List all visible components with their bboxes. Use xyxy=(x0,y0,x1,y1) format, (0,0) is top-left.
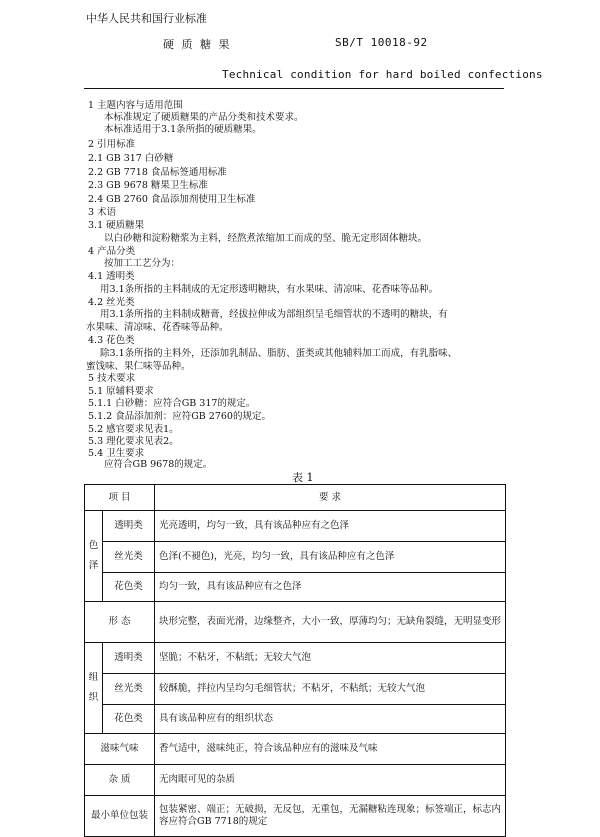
body-line: 5.1.1 白砂糖：应符合GB 317的规定。 xyxy=(88,398,256,409)
row-label: 滋味气味 xyxy=(85,734,155,765)
body-line: 5.3 理化要求见表2。 xyxy=(88,436,179,447)
table-header-requirement: 要 求 xyxy=(155,485,506,511)
group-tissue xyxy=(85,643,103,734)
row-label: 花色类 xyxy=(103,705,155,734)
body-line: 除3.1条所指的主料外，还添加乳制品、脂肪、蛋类或其他辅料加工而成，有乳脂味、 xyxy=(100,348,458,359)
row-label: 丝光类 xyxy=(103,674,155,705)
body-line: 1 主题内容与适用范围 xyxy=(88,100,183,111)
body-line: 用3.1条所指的主料制成糖膏，经拔拉伸成为部组织呈毛细管状的不透明的糖块，有 xyxy=(100,309,448,320)
body-line: 4.3 花色类 xyxy=(88,335,135,346)
body-line: 水果味、清凉味、花香味等品种。 xyxy=(86,322,229,333)
body-line: 4.2 丝光类 xyxy=(88,297,135,308)
body-line: 2.4 GB 2760 食品添加剂使用卫生标准 xyxy=(88,194,256,205)
row-text: 色泽(不褪色)，光亮，均匀一致，具有该品种应有之色泽 xyxy=(155,542,506,573)
body-line: 5.1 原辅料要求 xyxy=(88,386,154,397)
body-line: 3.1 硬质糖果 xyxy=(88,220,145,231)
body-line: 4 产品分类 xyxy=(88,246,136,257)
row-text: 光亮透明，均匀一致，具有该品种应有之色泽 xyxy=(155,511,506,542)
body-line: 2.3 GB 9678 糖果卫生标准 xyxy=(88,180,208,191)
body-line: 本标准规定了硬质糖果的产品分类和技术要求。 xyxy=(104,112,304,123)
standard-title: 硬 质 糖 果 xyxy=(163,38,232,51)
row-text: 均匀一致，具有该品种应有之色泽 xyxy=(155,573,506,602)
row-text: 包装紧密、端正；无破损，无反包，无重包，无漏糖粘连现象；标签端正，标志内容应符合GB 7718的规定 xyxy=(155,796,506,837)
body-line: 2.1 GB 317 白砂糖 xyxy=(88,153,174,164)
body-line: 3 术语 xyxy=(88,207,117,218)
table-header-item: 项 目 xyxy=(85,485,155,511)
body-line: 应符合GB 9678的规定。 xyxy=(104,459,213,470)
group-color xyxy=(85,511,103,602)
body-line: 4.1 透明类 xyxy=(88,271,135,282)
body-line: 本标准适用于3.1条所指的硬质糖果。 xyxy=(104,124,262,135)
row-text: 香气适中，滋味纯正，符合该品种应有的滋味及气味 xyxy=(155,734,506,765)
body-line: 2.2 GB 7718 食品标签通用标准 xyxy=(88,167,227,178)
group-color-label: 色泽 xyxy=(88,540,99,571)
row-text: 坚脆；不粘牙，不粘纸；无较大气泡 xyxy=(155,643,506,674)
row-label: 花色类 xyxy=(103,573,155,602)
body-line: 用3.1条所指的主料制成的无定形透明糖块，有水果味、清凉味、花香味等品种。 xyxy=(100,284,439,295)
row-text: 较酥脆，拌拉内呈均匀毛细管状；不粘牙，不粘纸；无较大气泡 xyxy=(155,674,506,705)
body-line: 5 技术要求 xyxy=(88,373,136,384)
sensory-requirements-table xyxy=(84,484,506,837)
standard-org: 中华人民共和国行业标准 xyxy=(86,12,207,25)
body-line: 以白砂糖和淀粉糖浆为主料，经熬煮浓缩加工而成的坚、脆无定形固体糖块。 xyxy=(104,233,428,244)
standard-title-en: Technical condition for hard boiled confections xyxy=(222,68,543,81)
row-label: 透明类 xyxy=(103,643,155,674)
body-line: 2 引用标准 xyxy=(88,139,136,150)
table-caption: 表 1 xyxy=(292,471,314,484)
row-text: 无肉眼可见的杂质 xyxy=(155,765,506,796)
body-line: 蜜饯味、果仁味等品种。 xyxy=(86,361,191,372)
body-line: 5.4 卫生要求 xyxy=(88,448,145,459)
group-tissue-label: 组织 xyxy=(88,672,99,703)
row-label: 形 态 xyxy=(85,602,155,643)
row-label: 丝光类 xyxy=(103,542,155,573)
body-line: 按加工工艺分为： xyxy=(104,258,181,269)
body-line: 5.2 感官要求见表1。 xyxy=(88,424,179,435)
standard-code: SB/T 10018-92 xyxy=(335,36,428,49)
row-text: 具有该品种应有的组织状态 xyxy=(155,705,506,734)
row-label: 最小单位包装 xyxy=(85,796,155,837)
row-label: 杂 质 xyxy=(85,765,155,796)
row-text: 块形完整，表面光滑，边缘整齐，大小一致，厚薄均匀；无缺角裂缝，无明显变形 xyxy=(155,602,506,643)
header-rule xyxy=(84,88,504,89)
row-label: 透明类 xyxy=(103,511,155,542)
body-line: 5.1.2 食品添加剂：应符GB 2760的规定。 xyxy=(88,411,271,422)
